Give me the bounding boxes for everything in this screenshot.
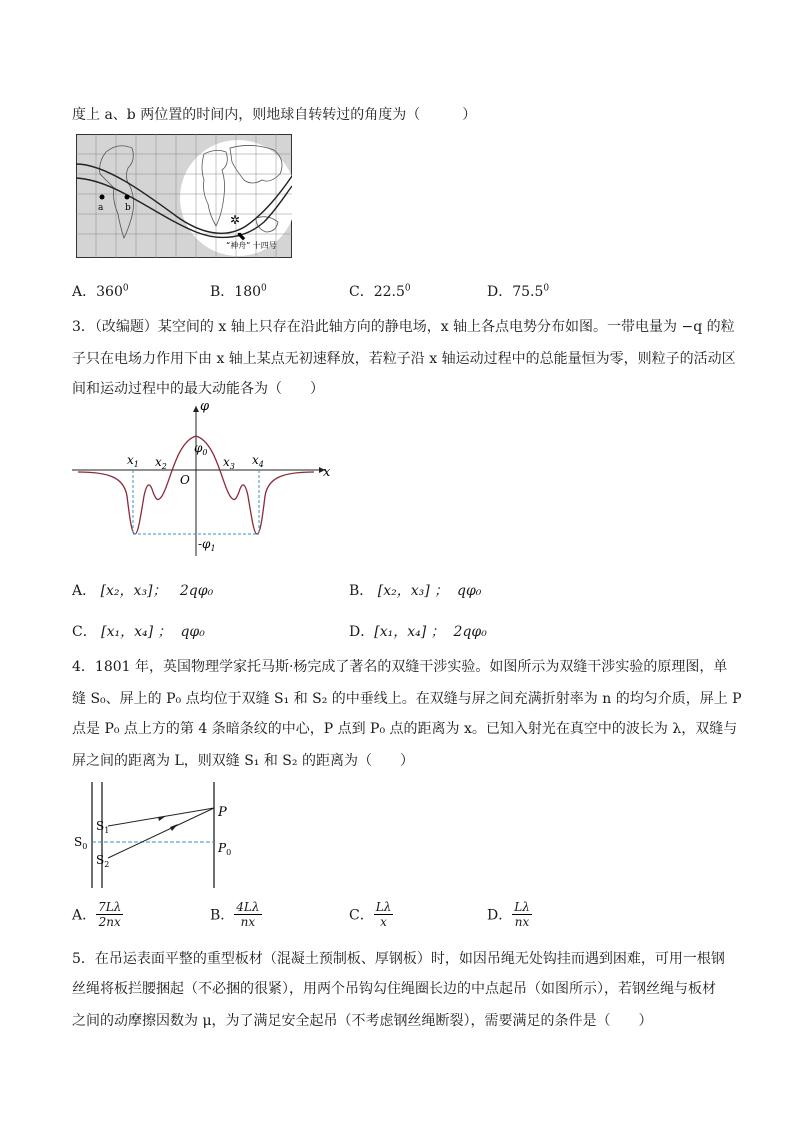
q2-option-a[interactable]: A．$360^0$ — [72, 283, 129, 300]
q3-option-b[interactable]: B． [x₂，x₃] ； qφ₀ — [349, 583, 482, 599]
q4-a-fraction: $\frac{7L\lambda}{2nx}$ — [98, 900, 122, 929]
q3-option-d[interactable]: D．[x₁，x₄] ； 2qφ₀ — [349, 624, 487, 640]
q3-option-a[interactable]: A． [x₂，x₃]； 2qφ₀ — [72, 583, 214, 599]
p-label: P — [218, 805, 227, 820]
phi0-label: $\varphi_0$ — [194, 441, 208, 457]
q3-option-c[interactable]: C． [x₁，x₄] ； qφ₀ — [72, 624, 205, 640]
s2-label: $S_2$ — [96, 853, 110, 869]
ray-arrow-1 — [158, 816, 166, 821]
q4-line-3: 点是 P₀ 点上方的第 4 条暗条纹的中心，P 点到 P₀ 点的距离为 x。已知入射光在真空中的波长为 λ，双缝与 — [72, 721, 738, 737]
q4-c-fraction: $\frac{L\lambda}{x}$ — [375, 900, 392, 929]
q3-line-2: 子只在电场力作用下由 x 轴上某点无初速释放，若粒子沿 x 轴运动过程中的总能量恒为零，则粒子的活动区 — [72, 351, 736, 367]
q4-line-4: 屏之间的距离为 L，则双缝 S₁ 和 S₂ 的距离为（ ） — [72, 753, 414, 769]
q5-line-3: 之间的动摩擦因数为 μ，为了满足安全起吊（不考虑钢丝绳断裂），需要满足的条件是（ ） — [72, 1013, 653, 1029]
q4-line-1: 4．1801 年，英国物理学家托马斯·杨完成了著名的双缝干涉实验。如图所示为双缝干涉实验的原理图，单 — [72, 659, 728, 675]
x2-label: $x_2$ — [155, 455, 167, 471]
point-b-marker — [125, 195, 130, 200]
s0-label: $S_0$ — [74, 835, 88, 851]
ship-label: “神舟” 十四号 — [226, 241, 277, 250]
q3-potential-graph — [70, 396, 340, 560]
y-axis-label: φ — [200, 399, 210, 414]
q2-world-map — [76, 134, 292, 258]
q4-option-c[interactable]: C． $\frac{L\lambda}{x}$ — [349, 900, 392, 929]
ray-arrow-2 — [170, 824, 178, 831]
x1-label: $x_1$ — [127, 453, 139, 469]
q5-line-2: 丝绳将板拦腰捆起（不必捆的很紧），用两个吊钩勾住绳圈长边的中点起吊（如图所示），若钢丝绳与板材 — [72, 981, 716, 997]
q4-double-slit-diagram — [72, 778, 252, 890]
q2-option-d[interactable]: D．75.5$^0$ — [487, 283, 550, 300]
p0-label: $P_0$ — [218, 841, 232, 857]
x4-label: $x_4$ — [252, 453, 264, 469]
phi1-label: $-\varphi_1$ — [198, 537, 216, 553]
q3-line-1: 3．（改编题）某空间的 x 轴上只存在沿此轴方向的静电场，x 轴上各点电势分布如图。一带电量为 −q 的粒 — [72, 319, 735, 335]
ray-from-s2 — [108, 808, 214, 858]
x3-label: $x_3$ — [223, 455, 235, 471]
q4-option-d[interactable]: D． $\frac{L\lambda}{nx}$ — [487, 900, 530, 929]
point-b-label: b — [125, 203, 131, 213]
q4-b-fraction: $\frac{4L\lambda}{nx}$ — [236, 900, 260, 929]
q4-line-2: 缝 S₀、屏上的 P₀ 点均位于双缝 S₁ 和 S₂ 的中垂线上。在双缝与屏之间充满折射率为 n 的均匀介质，屏上 P — [72, 691, 742, 707]
s1-label: $S_1$ — [96, 819, 110, 835]
x-axis-label: x — [323, 465, 331, 480]
q4-option-a[interactable]: A． $\frac{7L\lambda}{2nx}$ — [72, 900, 122, 929]
q2-option-c[interactable]: C．22.5$^0$ — [349, 283, 411, 300]
q3-line-3: 间和运动过程中的最大动能各为（ ） — [72, 381, 324, 397]
arrow-icon: ⬉ — [236, 229, 247, 243]
q5-line-1: 5．在吊运表面平整的重型板材（混凝土预制板、厚钢板）时，如因吊绳无处钩挂而遇到困难，可用一根钢 — [72, 951, 725, 967]
origin-label: O — [180, 473, 190, 487]
q4-d-fraction: $\frac{L\lambda}{nx}$ — [514, 900, 530, 929]
q2-stem-tail: 度上 a、b 两位置的时间内，则地球自转转过的角度为（ ） — [72, 107, 477, 123]
point-a-marker — [100, 195, 105, 200]
q4-option-b[interactable]: B． $\frac{4L\lambda}{nx}$ — [210, 900, 260, 929]
point-a-label: a — [98, 203, 104, 213]
q2-option-b[interactable]: B．$180^0$ — [210, 283, 267, 300]
satellite-icon: ✲ — [230, 213, 241, 227]
